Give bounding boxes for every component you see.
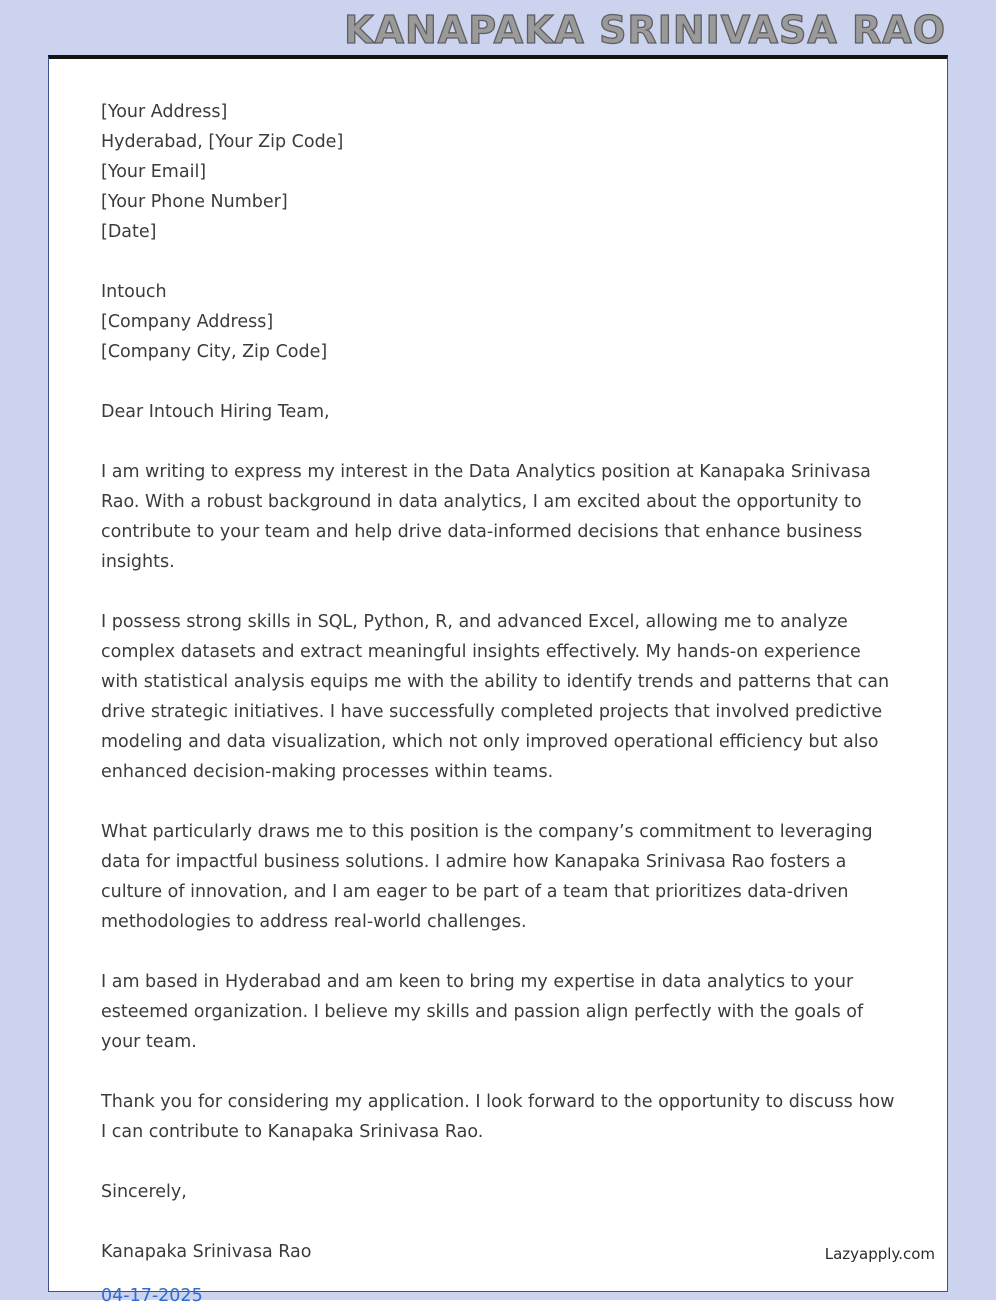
body-paragraph: What particularly draws me to this position is the company’s commitment to leveraging data for impactful business solutions. I admire how Kanapaka Srinivasa Rao fosters a culture of innovation, and I am eager to be part of a team that prioritizes data-driven methodologies to address real-world challenges. xyxy=(101,822,873,932)
letter-date: 04-17-2025 xyxy=(101,1286,203,1306)
sender-line: [Your Email] xyxy=(101,162,207,182)
page-title: KANAPAKA SRINIVASA RAO xyxy=(344,8,946,52)
recipient-line: [Company Address] xyxy=(101,312,274,332)
sender-line: Hyderabad, [Your Zip Code] xyxy=(101,132,344,152)
letter-page xyxy=(48,55,948,1306)
signature-name: Kanapaka Srinivasa Rao xyxy=(101,1242,312,1262)
closing: Sincerely, xyxy=(101,1182,187,1202)
body-paragraph: Thank you for considering my application. I look forward to the opportunity to discuss how I can contribute to Kanapaka Srinivasa Rao. xyxy=(101,1092,895,1142)
body-paragraph: I possess strong skills in SQL, Python, R, and advanced Excel, allowing me to analyze complex datasets and extract meaningful insights effectively. My hands-on experience with statistical analysis equips me with the ability to identify trends and patterns that can drive strategic initiatives. I have successfully completed projects that involved predictive modeling and data visualization, which not only improved operational efficiency but also enhanced decision-making processes within teams. xyxy=(101,612,890,782)
sender-line: [Your Address] xyxy=(101,102,228,122)
salutation: Dear Intouch Hiring Team, xyxy=(101,402,330,422)
body-paragraph: I am writing to express my interest in the Data Analytics position at Kanapaka Srinivasa Rao. With a robust background in data analytics, I am excited about the opportunity to contribute to your team and help drive data-informed decisions that enhance business insights. xyxy=(101,462,871,572)
recipient-block xyxy=(101,277,895,367)
watermark: Lazyapply.com xyxy=(824,1245,935,1263)
body-paragraph: I am based in Hyderabad and am keen to bring my expertise in data analytics to your esteemed organization. I believe my skills and passion align perfectly with the goals of your team. xyxy=(101,972,864,1052)
recipient-line: [Company City, Zip Code] xyxy=(101,342,328,362)
sender-line: [Your Phone Number] xyxy=(101,192,288,212)
sender-block xyxy=(101,97,895,247)
recipient-line: Intouch xyxy=(101,282,167,302)
sender-line: [Date] xyxy=(101,222,157,242)
